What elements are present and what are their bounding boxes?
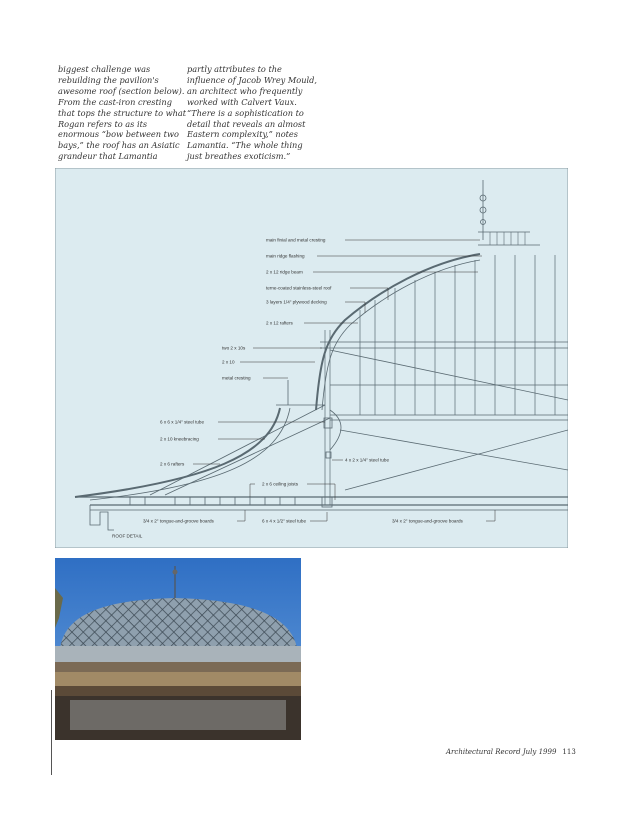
label-boards-right: 3/4 x 2" tongue-and-groove boards	[392, 518, 463, 524]
text-line: awesome roof (section below).	[58, 85, 185, 96]
publication-name: Architectural Record July 1999	[446, 748, 557, 756]
text-line: partly attributes to the	[187, 64, 282, 74]
text-line: Rogan refers to as its	[58, 118, 148, 129]
text-line: rebuilding the pavilion's	[58, 74, 159, 85]
text-line: grandeur that Lamantia	[58, 151, 158, 162]
roof-section-diagram	[55, 168, 568, 548]
label-ridge-flashing: main ridge flashing	[266, 253, 305, 259]
pavilion-roof-photo	[55, 558, 301, 740]
label-kneebracing: 2 x 10 kneebracing	[160, 436, 199, 442]
label-two-2x10s: two 2 x 10s	[222, 345, 246, 351]
text-line: “There is a sophistication to	[187, 107, 304, 118]
label-rafters-6: 2 x 6 rafters	[160, 461, 185, 467]
label-boards-left: 3/4 x 2" tongue-and-groove boards	[143, 518, 214, 524]
text-line: enormous “bow between two	[58, 129, 179, 140]
text-column-right	[187, 64, 317, 162]
label-ceiling-joists: 2 x 6 ceiling joists	[262, 481, 299, 487]
text-line: Eastern complexity,” notes	[187, 129, 298, 140]
text-line: an architect who frequently	[187, 85, 303, 96]
label-rafters-12: 2 x 12 rafters	[266, 320, 293, 326]
page-number: 113	[562, 748, 576, 756]
text-column-left	[58, 64, 188, 162]
label-decking: 3 layers 1/4" plywood decking	[266, 299, 327, 305]
label-steel-tube-6x6: 6 x 6 x 1/4" steel tube	[160, 419, 205, 425]
text-line: worked with Calvert Vaux.	[187, 96, 297, 107]
text-line: Lamantia. “The whole thing	[187, 140, 303, 151]
text-line: detail that reveals an almost	[187, 118, 306, 129]
label-ridge-beam: 2 x 12 ridge beam	[266, 269, 303, 275]
label-steel-tube-6x4: 6 x 4 x 1/2" steel tube	[262, 518, 307, 524]
label-finial: main finial and metal cresting	[266, 237, 326, 243]
text-line: biggest challenge was	[58, 64, 151, 74]
label-roof: terne-coated stainless-steel roof	[266, 285, 332, 291]
page-footer	[446, 748, 576, 756]
text-line: influence of Jacob Wrey Mould,	[187, 74, 317, 85]
text-line: From the cast-iron cresting	[58, 96, 172, 107]
text-line: just breathes exoticism.”	[187, 151, 291, 162]
label-2x10: 2 x 10	[222, 359, 235, 365]
column-rule	[51, 690, 52, 775]
label-steel-tube-4x2: 4 x 2 x 1/4" steel tube	[345, 457, 390, 463]
text-line: that tops the structure to what	[58, 107, 187, 118]
text-line: bays,” the roof has an Asiatic	[58, 140, 180, 151]
diagram-caption: ROOF DETAIL	[112, 533, 143, 539]
label-metal-cresting: metal cresting	[222, 375, 251, 381]
